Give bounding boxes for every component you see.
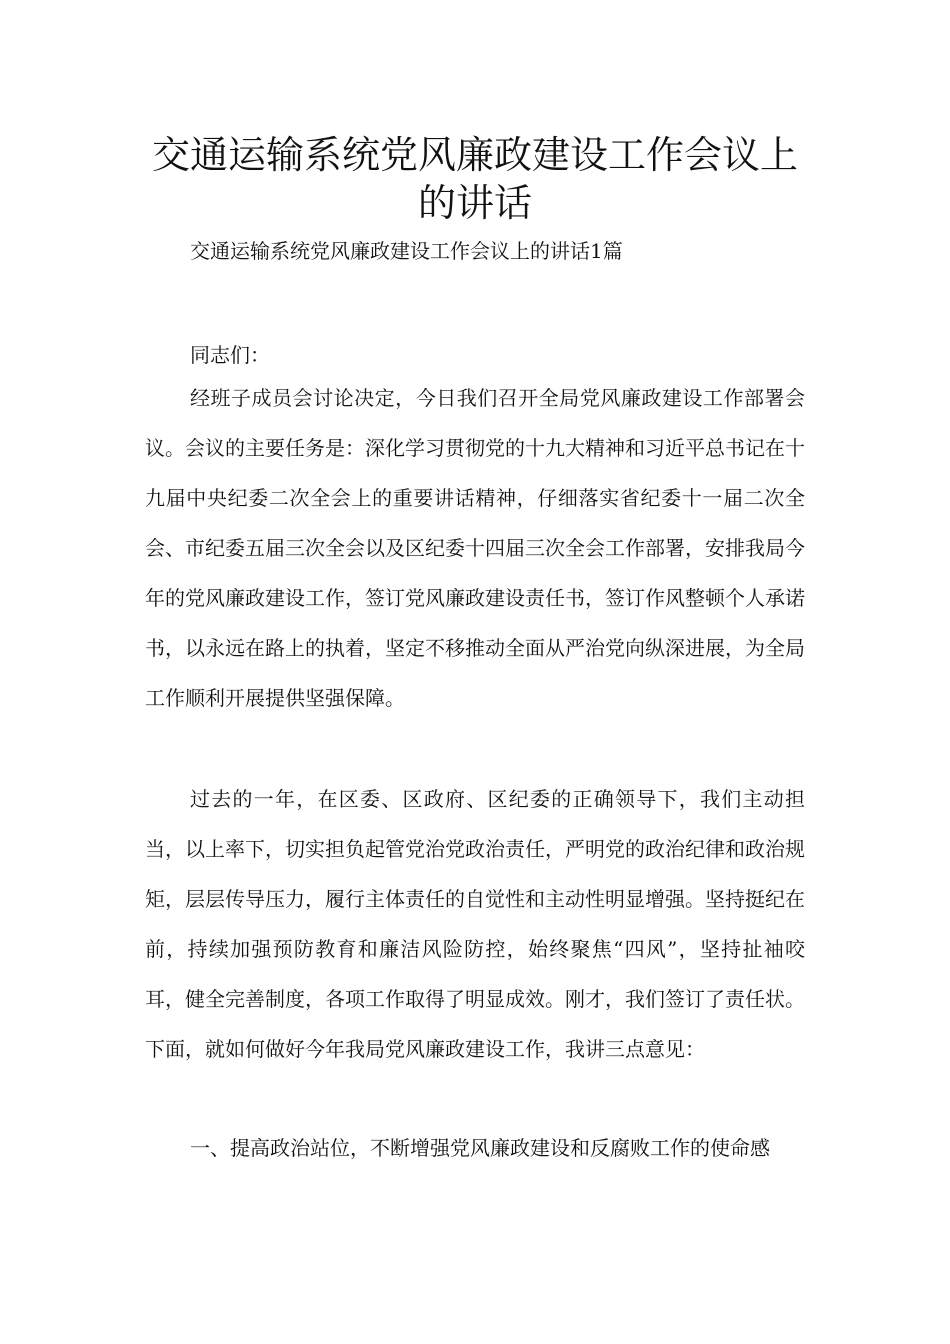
document-title-line-2: 的讲话 (417, 181, 532, 225)
section-heading-1: 一、提高政治站位，不断增强党风廉政建设和反腐败工作的使命感 (190, 1136, 770, 1160)
greeting: 同志们： (190, 343, 270, 367)
document-title-line-1: 交通运输系统党风廉政建设工作会议上 (151, 133, 798, 177)
document-subtitle: 交通运输系统党风廉政建设工作会议上的讲话1篇 (190, 239, 623, 263)
paragraph-2: 过去的一年，在区委、区政府、区纪委的正确领导下，我们主动担当，以上率下，切实担负起管党治党政治责任，严明党的政治纪律和政治规矩，层层传导压力，履行主体责任的自觉性和主动性明显增强。坚持挺纪在前，持续加强预防教育和廉洁风险防控，始终聚焦“四风”，坚持扯袖咬耳，健全完善制度，各项工作取得了明显成效。刚才，我们签订了责任状。下面，就如何做好今年我局党风廉政建设工作，我讲三点意见： (145, 787, 805, 1061)
paragraph-1: 经班子成员会讨论决定，今日我们召开全局党风廉政建设工作部署会议。会议的主要任务是：深化学习贯彻党的十九大精神和习近平总书记在十九届中央纪委二次全会上的重要讲话精神，仔细落实省纪委十一届二次全会、市纪委五届三次全会以及区纪委十四届三次全会工作部署，安排我局今年的党风廉政建设工作，签订党风廉政建设责任书，签订作风整顿个人承诺书，以永远在路上的执着，坚定不移推动全面从严治党向纵深进展，为全局工作顺利开展提供坚强保障。 (145, 386, 805, 710)
